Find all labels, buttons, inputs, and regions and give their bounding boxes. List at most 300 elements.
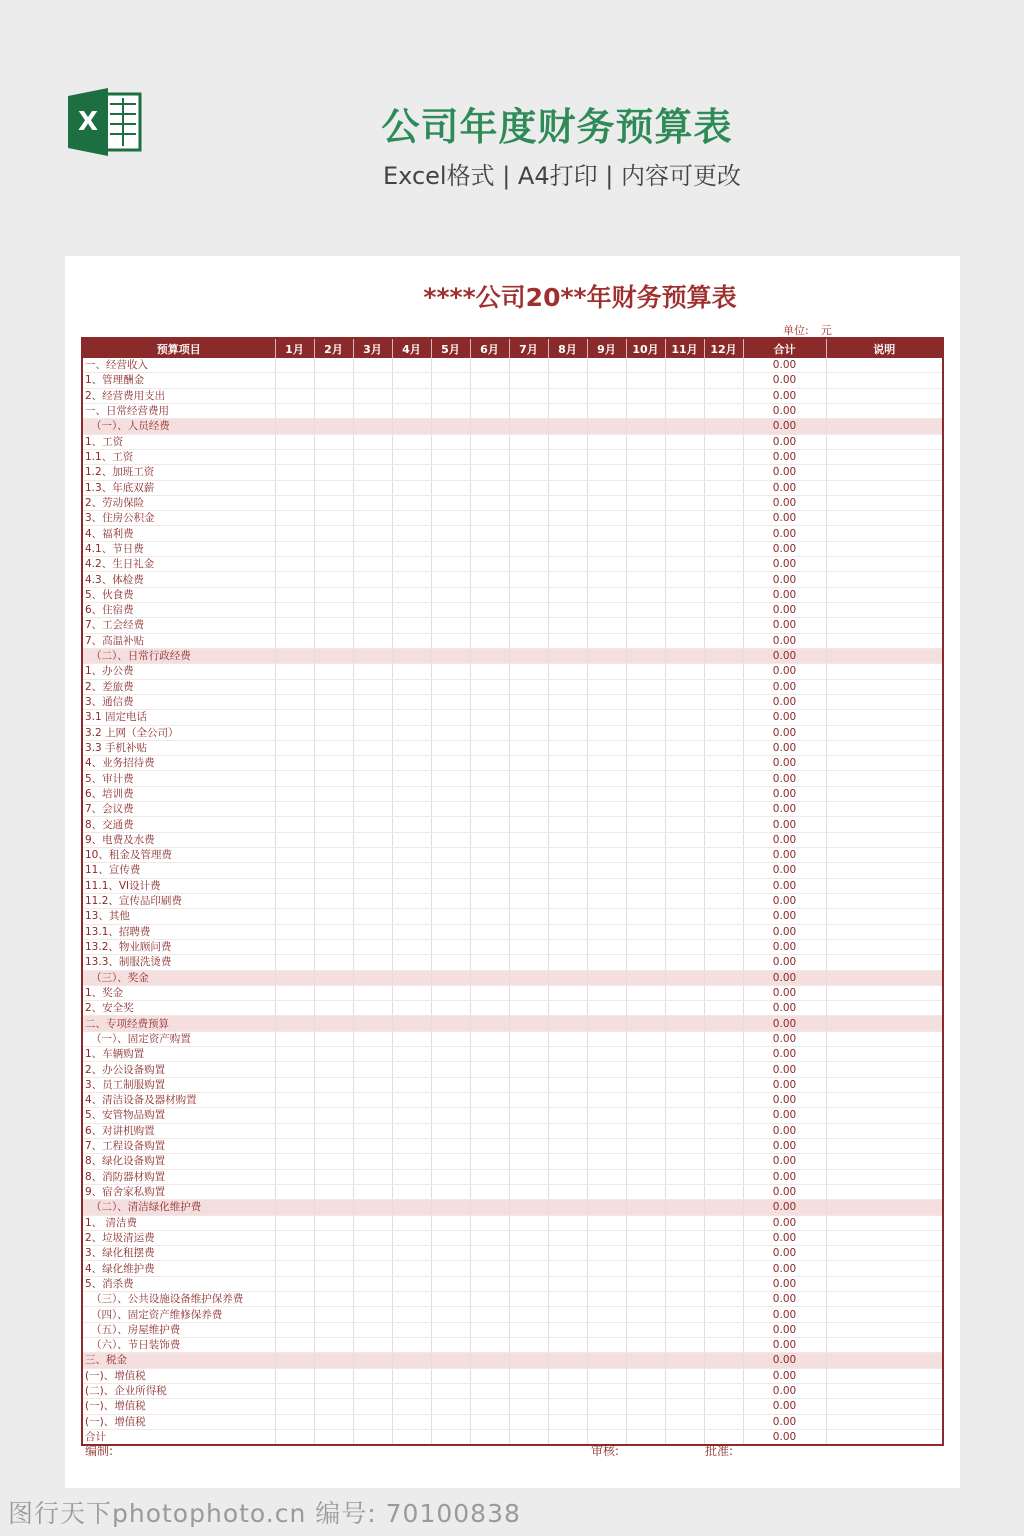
month-cell[interactable] bbox=[314, 587, 353, 602]
month-cell[interactable] bbox=[626, 449, 665, 464]
month-cell[interactable] bbox=[548, 786, 587, 801]
month-cell[interactable] bbox=[704, 985, 743, 1000]
month-cell[interactable] bbox=[392, 679, 431, 694]
month-cell[interactable] bbox=[353, 1429, 392, 1445]
month-cell[interactable] bbox=[392, 740, 431, 755]
note-cell[interactable] bbox=[826, 1307, 943, 1322]
month-cell[interactable] bbox=[470, 1261, 509, 1276]
month-cell[interactable] bbox=[587, 1261, 626, 1276]
month-cell[interactable] bbox=[626, 1230, 665, 1245]
month-cell[interactable] bbox=[626, 1154, 665, 1169]
month-cell[interactable] bbox=[587, 970, 626, 985]
month-cell[interactable] bbox=[587, 664, 626, 679]
month-cell[interactable] bbox=[470, 1230, 509, 1245]
month-cell[interactable] bbox=[392, 1123, 431, 1138]
month-cell[interactable] bbox=[392, 694, 431, 709]
month-cell[interactable] bbox=[665, 832, 704, 847]
month-cell[interactable] bbox=[275, 495, 314, 510]
row-label[interactable]: 1、工资 bbox=[82, 434, 275, 449]
month-cell[interactable] bbox=[587, 679, 626, 694]
month-cell[interactable] bbox=[275, 1414, 314, 1429]
month-cell[interactable] bbox=[314, 419, 353, 434]
month-cell[interactable] bbox=[431, 1047, 470, 1062]
month-cell[interactable] bbox=[509, 679, 548, 694]
month-cell[interactable] bbox=[704, 511, 743, 526]
month-cell[interactable] bbox=[431, 1383, 470, 1398]
month-cell[interactable] bbox=[470, 1414, 509, 1429]
month-cell[interactable] bbox=[470, 771, 509, 786]
month-cell[interactable] bbox=[626, 1047, 665, 1062]
row-label[interactable]: 3、绿化租摆费 bbox=[82, 1246, 275, 1261]
month-cell[interactable] bbox=[509, 373, 548, 388]
month-cell[interactable] bbox=[431, 1276, 470, 1291]
month-cell[interactable] bbox=[431, 449, 470, 464]
month-cell[interactable] bbox=[509, 557, 548, 572]
month-cell[interactable] bbox=[704, 725, 743, 740]
month-cell[interactable] bbox=[587, 541, 626, 556]
month-cell[interactable] bbox=[509, 878, 548, 893]
month-cell[interactable] bbox=[704, 863, 743, 878]
note-cell[interactable] bbox=[826, 557, 943, 572]
month-cell[interactable] bbox=[353, 1108, 392, 1123]
month-cell[interactable] bbox=[392, 1031, 431, 1046]
month-cell[interactable] bbox=[665, 1215, 704, 1230]
month-cell[interactable] bbox=[587, 1338, 626, 1353]
note-cell[interactable] bbox=[826, 679, 943, 694]
month-cell[interactable] bbox=[626, 480, 665, 495]
month-cell[interactable] bbox=[431, 924, 470, 939]
month-cell[interactable] bbox=[548, 1200, 587, 1215]
month-cell[interactable] bbox=[704, 1062, 743, 1077]
month-cell[interactable] bbox=[548, 863, 587, 878]
month-cell[interactable] bbox=[470, 1368, 509, 1383]
month-cell[interactable] bbox=[470, 511, 509, 526]
month-cell[interactable] bbox=[665, 679, 704, 694]
month-cell[interactable] bbox=[353, 710, 392, 725]
month-cell[interactable] bbox=[509, 1399, 548, 1414]
month-cell[interactable] bbox=[665, 1138, 704, 1153]
month-cell[interactable] bbox=[353, 893, 392, 908]
month-cell[interactable] bbox=[548, 633, 587, 648]
month-cell[interactable] bbox=[626, 572, 665, 587]
month-cell[interactable] bbox=[548, 924, 587, 939]
row-label[interactable]: 3.1 固定电话 bbox=[82, 710, 275, 725]
month-cell[interactable] bbox=[470, 618, 509, 633]
month-cell[interactable] bbox=[275, 419, 314, 434]
month-cell[interactable] bbox=[275, 1322, 314, 1337]
month-cell[interactable] bbox=[665, 373, 704, 388]
month-cell[interactable] bbox=[314, 572, 353, 587]
month-cell[interactable] bbox=[587, 1047, 626, 1062]
month-cell[interactable] bbox=[353, 1338, 392, 1353]
month-cell[interactable] bbox=[509, 587, 548, 602]
month-cell[interactable] bbox=[353, 465, 392, 480]
row-total[interactable]: 0.00 bbox=[743, 618, 826, 633]
month-cell[interactable] bbox=[470, 1276, 509, 1291]
row-label[interactable]: 4、业务招待费 bbox=[82, 756, 275, 771]
month-cell[interactable] bbox=[548, 817, 587, 832]
month-cell[interactable] bbox=[353, 1093, 392, 1108]
row-label[interactable]: 一、日常经营费用 bbox=[82, 403, 275, 418]
note-cell[interactable] bbox=[826, 694, 943, 709]
month-cell[interactable] bbox=[509, 388, 548, 403]
month-cell[interactable] bbox=[470, 740, 509, 755]
month-cell[interactable] bbox=[314, 1414, 353, 1429]
month-cell[interactable] bbox=[314, 1031, 353, 1046]
month-cell[interactable] bbox=[314, 786, 353, 801]
month-cell[interactable] bbox=[509, 449, 548, 464]
month-cell[interactable] bbox=[470, 572, 509, 587]
month-cell[interactable] bbox=[587, 403, 626, 418]
month-cell[interactable] bbox=[431, 1399, 470, 1414]
month-cell[interactable] bbox=[431, 1031, 470, 1046]
month-cell[interactable] bbox=[275, 648, 314, 663]
month-cell[interactable] bbox=[353, 939, 392, 954]
month-cell[interactable] bbox=[665, 1200, 704, 1215]
month-cell[interactable] bbox=[509, 1108, 548, 1123]
row-total[interactable]: 0.00 bbox=[743, 955, 826, 970]
month-cell[interactable] bbox=[431, 939, 470, 954]
month-cell[interactable] bbox=[275, 694, 314, 709]
month-cell[interactable] bbox=[704, 541, 743, 556]
month-cell[interactable] bbox=[353, 541, 392, 556]
month-cell[interactable] bbox=[509, 1001, 548, 1016]
row-label[interactable]: (一)、增值税 bbox=[82, 1414, 275, 1429]
month-cell[interactable] bbox=[392, 1108, 431, 1123]
month-cell[interactable] bbox=[665, 1031, 704, 1046]
month-cell[interactable] bbox=[509, 511, 548, 526]
month-cell[interactable] bbox=[314, 664, 353, 679]
month-cell[interactable] bbox=[665, 1154, 704, 1169]
month-cell[interactable] bbox=[665, 1383, 704, 1398]
month-cell[interactable] bbox=[353, 526, 392, 541]
row-label[interactable]: 10、租金及管理费 bbox=[82, 848, 275, 863]
month-cell[interactable] bbox=[548, 526, 587, 541]
month-cell[interactable] bbox=[704, 1215, 743, 1230]
month-cell[interactable] bbox=[353, 1246, 392, 1261]
month-cell[interactable] bbox=[392, 985, 431, 1000]
month-cell[interactable] bbox=[548, 511, 587, 526]
month-cell[interactable] bbox=[626, 802, 665, 817]
row-label[interactable]: 1.1、工资 bbox=[82, 449, 275, 464]
month-cell[interactable] bbox=[314, 633, 353, 648]
month-cell[interactable] bbox=[509, 802, 548, 817]
month-cell[interactable] bbox=[470, 1383, 509, 1398]
note-cell[interactable] bbox=[826, 603, 943, 618]
month-cell[interactable] bbox=[587, 633, 626, 648]
month-cell[interactable] bbox=[431, 1200, 470, 1215]
month-cell[interactable] bbox=[548, 1429, 587, 1445]
month-cell[interactable] bbox=[275, 1261, 314, 1276]
month-cell[interactable] bbox=[431, 694, 470, 709]
row-total[interactable]: 0.00 bbox=[743, 511, 826, 526]
note-cell[interactable] bbox=[826, 1184, 943, 1199]
month-cell[interactable] bbox=[392, 1322, 431, 1337]
month-cell[interactable] bbox=[314, 1200, 353, 1215]
month-cell[interactable] bbox=[704, 1184, 743, 1199]
month-cell[interactable] bbox=[509, 832, 548, 847]
month-cell[interactable] bbox=[353, 1123, 392, 1138]
month-cell[interactable] bbox=[704, 664, 743, 679]
month-cell[interactable] bbox=[275, 939, 314, 954]
month-cell[interactable] bbox=[704, 465, 743, 480]
month-cell[interactable] bbox=[275, 1184, 314, 1199]
month-cell[interactable] bbox=[704, 1016, 743, 1031]
month-cell[interactable] bbox=[353, 358, 392, 373]
note-cell[interactable] bbox=[826, 939, 943, 954]
month-cell[interactable] bbox=[548, 403, 587, 418]
month-cell[interactable] bbox=[314, 1322, 353, 1337]
month-cell[interactable] bbox=[470, 1077, 509, 1092]
month-cell[interactable] bbox=[431, 603, 470, 618]
month-cell[interactable] bbox=[509, 909, 548, 924]
month-cell[interactable] bbox=[509, 939, 548, 954]
month-cell[interactable] bbox=[470, 1399, 509, 1414]
month-cell[interactable] bbox=[704, 1276, 743, 1291]
month-cell[interactable] bbox=[392, 725, 431, 740]
month-cell[interactable] bbox=[392, 1383, 431, 1398]
month-cell[interactable] bbox=[509, 725, 548, 740]
month-cell[interactable] bbox=[626, 893, 665, 908]
note-cell[interactable] bbox=[826, 955, 943, 970]
row-label[interactable]: 7、高温补贴 bbox=[82, 633, 275, 648]
month-cell[interactable] bbox=[704, 403, 743, 418]
month-cell[interactable] bbox=[665, 802, 704, 817]
row-total[interactable]: 0.00 bbox=[743, 725, 826, 740]
row-total[interactable]: 0.00 bbox=[743, 603, 826, 618]
month-cell[interactable] bbox=[470, 817, 509, 832]
month-cell[interactable] bbox=[392, 909, 431, 924]
month-cell[interactable] bbox=[587, 924, 626, 939]
month-cell[interactable] bbox=[275, 878, 314, 893]
month-cell[interactable] bbox=[704, 449, 743, 464]
row-total[interactable]: 0.00 bbox=[743, 939, 826, 954]
month-cell[interactable] bbox=[353, 587, 392, 602]
month-cell[interactable] bbox=[275, 740, 314, 755]
month-cell[interactable] bbox=[392, 572, 431, 587]
row-total[interactable]: 0.00 bbox=[743, 1093, 826, 1108]
month-cell[interactable] bbox=[587, 1246, 626, 1261]
month-cell[interactable] bbox=[665, 603, 704, 618]
month-cell[interactable] bbox=[392, 434, 431, 449]
month-cell[interactable] bbox=[548, 832, 587, 847]
month-cell[interactable] bbox=[548, 465, 587, 480]
month-cell[interactable] bbox=[704, 1108, 743, 1123]
month-cell[interactable] bbox=[509, 924, 548, 939]
row-total[interactable]: 0.00 bbox=[743, 449, 826, 464]
month-cell[interactable] bbox=[431, 970, 470, 985]
note-cell[interactable] bbox=[826, 1429, 943, 1445]
month-cell[interactable] bbox=[470, 603, 509, 618]
row-total[interactable]: 0.00 bbox=[743, 648, 826, 663]
month-cell[interactable] bbox=[353, 1383, 392, 1398]
month-cell[interactable] bbox=[314, 1338, 353, 1353]
month-cell[interactable] bbox=[470, 449, 509, 464]
month-cell[interactable] bbox=[509, 1077, 548, 1092]
month-cell[interactable] bbox=[509, 1383, 548, 1398]
month-cell[interactable] bbox=[587, 863, 626, 878]
month-cell[interactable] bbox=[704, 878, 743, 893]
month-cell[interactable] bbox=[665, 1077, 704, 1092]
month-cell[interactable] bbox=[704, 1123, 743, 1138]
month-cell[interactable] bbox=[314, 1399, 353, 1414]
month-cell[interactable] bbox=[275, 863, 314, 878]
month-cell[interactable] bbox=[275, 909, 314, 924]
note-cell[interactable] bbox=[826, 832, 943, 847]
month-cell[interactable] bbox=[275, 1215, 314, 1230]
month-cell[interactable] bbox=[548, 541, 587, 556]
month-cell[interactable] bbox=[470, 955, 509, 970]
month-cell[interactable] bbox=[314, 1001, 353, 1016]
month-cell[interactable] bbox=[392, 1276, 431, 1291]
month-cell[interactable] bbox=[431, 1246, 470, 1261]
month-cell[interactable] bbox=[587, 985, 626, 1000]
month-cell[interactable] bbox=[665, 358, 704, 373]
note-cell[interactable] bbox=[826, 511, 943, 526]
month-cell[interactable] bbox=[275, 848, 314, 863]
month-cell[interactable] bbox=[704, 1368, 743, 1383]
month-cell[interactable] bbox=[275, 1169, 314, 1184]
month-cell[interactable] bbox=[509, 1261, 548, 1276]
month-cell[interactable] bbox=[665, 480, 704, 495]
note-cell[interactable] bbox=[826, 1414, 943, 1429]
month-cell[interactable] bbox=[509, 848, 548, 863]
month-cell[interactable] bbox=[470, 848, 509, 863]
row-total[interactable]: 0.00 bbox=[743, 909, 826, 924]
month-cell[interactable] bbox=[392, 664, 431, 679]
month-cell[interactable] bbox=[509, 465, 548, 480]
month-cell[interactable] bbox=[509, 1322, 548, 1337]
month-cell[interactable] bbox=[704, 1031, 743, 1046]
month-cell[interactable] bbox=[704, 1261, 743, 1276]
month-cell[interactable] bbox=[665, 848, 704, 863]
month-cell[interactable] bbox=[275, 465, 314, 480]
month-cell[interactable] bbox=[314, 1383, 353, 1398]
row-label[interactable]: 11.2、宣传品印刷费 bbox=[82, 893, 275, 908]
note-cell[interactable] bbox=[826, 1215, 943, 1230]
row-label[interactable]: 13.2、物业顾问费 bbox=[82, 939, 275, 954]
month-cell[interactable] bbox=[548, 1138, 587, 1153]
month-cell[interactable] bbox=[392, 495, 431, 510]
row-total[interactable]: 0.00 bbox=[743, 541, 826, 556]
month-cell[interactable] bbox=[470, 1353, 509, 1368]
month-cell[interactable] bbox=[470, 970, 509, 985]
month-cell[interactable] bbox=[548, 694, 587, 709]
month-cell[interactable] bbox=[353, 648, 392, 663]
month-cell[interactable] bbox=[470, 633, 509, 648]
month-cell[interactable] bbox=[275, 603, 314, 618]
month-cell[interactable] bbox=[665, 740, 704, 755]
month-cell[interactable] bbox=[704, 1292, 743, 1307]
month-cell[interactable] bbox=[314, 756, 353, 771]
month-cell[interactable] bbox=[392, 1184, 431, 1199]
row-label[interactable]: 11、宣传费 bbox=[82, 863, 275, 878]
month-cell[interactable] bbox=[431, 832, 470, 847]
month-cell[interactable] bbox=[353, 832, 392, 847]
month-cell[interactable] bbox=[314, 495, 353, 510]
month-cell[interactable] bbox=[626, 740, 665, 755]
month-cell[interactable] bbox=[470, 939, 509, 954]
month-cell[interactable] bbox=[353, 848, 392, 863]
month-cell[interactable] bbox=[431, 388, 470, 403]
note-cell[interactable] bbox=[826, 1368, 943, 1383]
row-label[interactable]: 4.1、节日费 bbox=[82, 541, 275, 556]
month-cell[interactable] bbox=[665, 970, 704, 985]
month-cell[interactable] bbox=[353, 740, 392, 755]
month-cell[interactable] bbox=[431, 863, 470, 878]
month-cell[interactable] bbox=[704, 648, 743, 663]
month-cell[interactable] bbox=[626, 1429, 665, 1445]
month-cell[interactable] bbox=[548, 388, 587, 403]
note-cell[interactable] bbox=[826, 449, 943, 464]
month-cell[interactable] bbox=[392, 1169, 431, 1184]
month-cell[interactable] bbox=[353, 1062, 392, 1077]
month-cell[interactable] bbox=[470, 1001, 509, 1016]
month-cell[interactable] bbox=[509, 1138, 548, 1153]
month-cell[interactable] bbox=[431, 679, 470, 694]
month-cell[interactable] bbox=[665, 939, 704, 954]
month-cell[interactable] bbox=[314, 1138, 353, 1153]
month-cell[interactable] bbox=[314, 725, 353, 740]
month-cell[interactable] bbox=[587, 909, 626, 924]
month-cell[interactable] bbox=[431, 786, 470, 801]
month-cell[interactable] bbox=[275, 832, 314, 847]
row-total[interactable]: 0.00 bbox=[743, 403, 826, 418]
row-total[interactable]: 0.00 bbox=[743, 1154, 826, 1169]
month-cell[interactable] bbox=[314, 557, 353, 572]
month-cell[interactable] bbox=[275, 618, 314, 633]
month-cell[interactable] bbox=[431, 710, 470, 725]
month-cell[interactable] bbox=[665, 1016, 704, 1031]
month-cell[interactable] bbox=[626, 511, 665, 526]
month-cell[interactable] bbox=[314, 541, 353, 556]
row-total[interactable]: 0.00 bbox=[743, 495, 826, 510]
month-cell[interactable] bbox=[587, 893, 626, 908]
month-cell[interactable] bbox=[353, 863, 392, 878]
month-cell[interactable] bbox=[665, 909, 704, 924]
month-cell[interactable] bbox=[431, 373, 470, 388]
month-cell[interactable] bbox=[470, 756, 509, 771]
month-cell[interactable] bbox=[665, 1429, 704, 1445]
row-label[interactable]: 4、清洁设备及器材购置 bbox=[82, 1093, 275, 1108]
month-cell[interactable] bbox=[470, 1215, 509, 1230]
month-cell[interactable] bbox=[392, 1093, 431, 1108]
month-cell[interactable] bbox=[587, 1368, 626, 1383]
note-cell[interactable] bbox=[826, 1047, 943, 1062]
month-cell[interactable] bbox=[704, 572, 743, 587]
month-cell[interactable] bbox=[548, 970, 587, 985]
note-cell[interactable] bbox=[826, 526, 943, 541]
month-cell[interactable] bbox=[392, 1338, 431, 1353]
month-cell[interactable] bbox=[392, 541, 431, 556]
month-cell[interactable] bbox=[587, 832, 626, 847]
month-cell[interactable] bbox=[275, 1031, 314, 1046]
month-cell[interactable] bbox=[548, 756, 587, 771]
month-cell[interactable] bbox=[353, 786, 392, 801]
month-cell[interactable] bbox=[353, 1261, 392, 1276]
month-cell[interactable] bbox=[392, 419, 431, 434]
month-cell[interactable] bbox=[587, 786, 626, 801]
month-cell[interactable] bbox=[509, 970, 548, 985]
row-total[interactable]: 0.00 bbox=[743, 1123, 826, 1138]
row-label[interactable]: 1、管理酬金 bbox=[82, 373, 275, 388]
row-total[interactable]: 0.00 bbox=[743, 526, 826, 541]
month-cell[interactable] bbox=[314, 449, 353, 464]
month-cell[interactable] bbox=[431, 1001, 470, 1016]
month-cell[interactable] bbox=[275, 1138, 314, 1153]
month-cell[interactable] bbox=[548, 1230, 587, 1245]
month-cell[interactable] bbox=[548, 710, 587, 725]
